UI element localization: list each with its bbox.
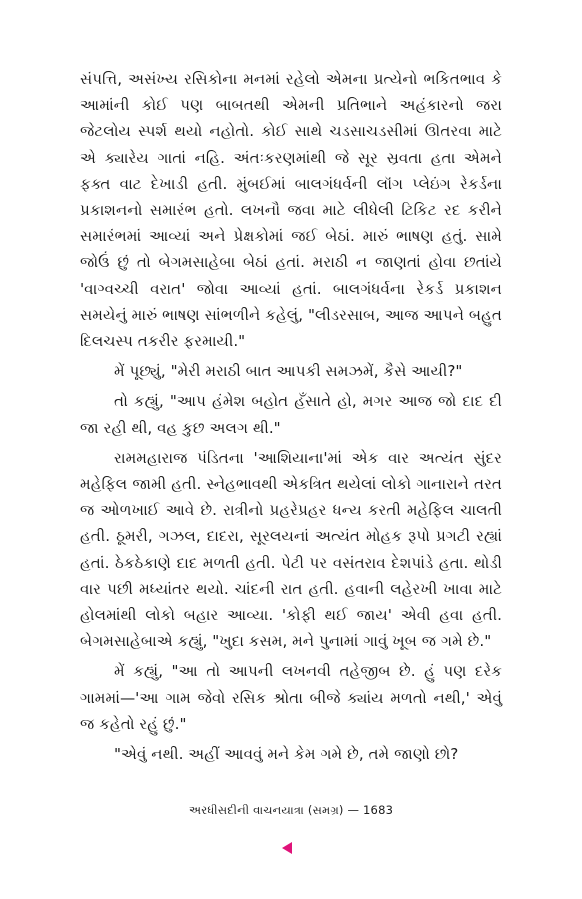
paragraph-1: સંપત્તિ, અસંખ્ય રસિકોના મનમાં રહેલો એમના પ્રત્યેનો ભકિતભાવ કે આમાંની કોઈ પણ બાબતથી એમની પ્રતિભાને અહંકારનો જરા જેટલોય સ્પર્શ થયો નહોતો. કોઈ સાથે ચડસાચડસીમાં ઊતરવા માટે એ ક્યારેય ગાતાં નહિ. અંતઃકરણમાંથી જે સૂર સ્રવતા હતા એમને ફક્ત વાટ દેખાડી હતી. મુંબઈમાં બાલગંધર્વની લૉંગ પ્લેઇંગ રેકર્ડના પ્રકાશનનો સમારંભ હતો. લખનૌ જવા માટે લીધેલી ટિકિટ રદ કરીને સમારંભમાં આવ્યાં અને પ્રેક્ષકોમાં જઈ બેઠાં. મારું ભાષણ હતું. સામે જોઉં છું તો બેગમસાહેબા બેઠાં હતાં. મરાઠી ન જાણતાં હોવા છતાંયે 'વાગ્વચ્ચી વરાત' જોવા આવ્યાં હતાં. બાલગંધર્વના રેકર્ડ પ્રકાશન સમયેનું મારું ભાષણ સાંભળીને કહેલું, "લીડરસાબ, આજ આપને બહુત દિલચસ્પ તકરીર ફરમાયી." (80, 70, 502, 351)
paragraph-4: રામમહારાજ પંડિતના 'આશિયાના'માં એક વાર અત્યંત સુંદર મહેફિલ જામી હતી. સ્નેહભાવથી એકત્રિત થયેલાં લોકો ગાનારાને તરત જ ઓળખાઈ આવે છે. રાત્રીનો પ્રહરેપ્રહર ધન્ય કરતી મહેફિલ ચાલતી હતી. ઠૂમરી, ગઝલ, દાદરા, સૂરલયનાં અત્યંત મોહક રૂપો પ્રગટી રહ્યાં હતાં. ઠેકઠેકાણે દાદ મળતી હતી. પેટી પર વસંતરાવ દેશપાંડે હતા. થોડી વાર પછી મધ્યાંતર થયો. ચાંદની રાત હતી. હવાની લહેરખી ખાવા માટે હોલમાંથી લોકો બહાર આવ્યા. 'કોફી થઈ જાય' એવી હવા હતી. બેગમસાહેબાએ કહ્યું, "ખુદા કસમ, મને પુનામાં ગાવું ખૂબ જ ગમે છે." (80, 448, 502, 651)
page-body (80, 66, 502, 767)
paragraph-6: "એવું નથી. અહીં આવવું મને કેમ ગમે છે, તમે જાણો છો? (114, 745, 459, 764)
paragraph-2: મેં પૂછ્યું, "મેરી મરાઠી બાત આપકી સમઝમેં, કૈસે આયી?" (114, 362, 463, 381)
page-footer: અરધીસદીની વાચનયાત્રા (સમગ્ર) — 1683 (188, 803, 394, 817)
paragraph-3: તો કહ્યું, "આપ હંમેશ બહોત હઁસાતે હો, મગર આજ જો દાદ દી જા રહી થી, વહ કુછ અલગ થી." (80, 392, 502, 437)
paragraph-5: મેં કહ્યું, "આ તો આપની લખનવી તહેજીબ છે. હું પણ દરેક ગામમાં—'આ ગામ જેવો રસિક શ્રોતા બીજે ક્યાંય મળતો નથી,' એવું જ કહેતો રહું છું." (80, 662, 502, 733)
left-triangle-arrow-icon[interactable] (282, 842, 292, 854)
